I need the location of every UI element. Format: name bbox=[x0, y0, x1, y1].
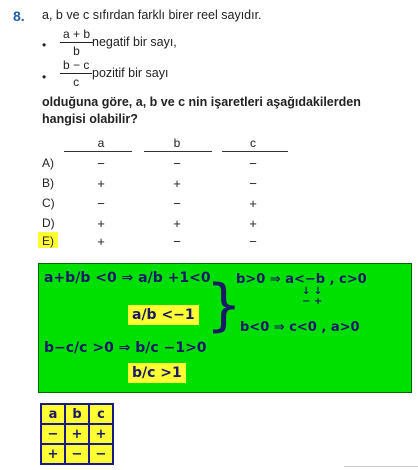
sign-grid-cell: − bbox=[65, 444, 89, 464]
page-corner-rule bbox=[344, 466, 418, 467]
option-b-sign-c: − bbox=[249, 176, 257, 191]
sign-grid-cell: − bbox=[89, 444, 113, 464]
option-d-label[interactable]: D) bbox=[42, 216, 55, 230]
option-c-label[interactable]: C) bbox=[42, 196, 55, 210]
bullet-1: • bbox=[42, 38, 47, 52]
sign-grid-header-row bbox=[41, 404, 113, 424]
option-c-sign-c: + bbox=[249, 196, 257, 211]
sign-grid bbox=[40, 403, 114, 465]
condition-2-numerator: b − c bbox=[60, 58, 92, 74]
sign-grid-header-b: b bbox=[65, 404, 89, 424]
option-b-sign-a: + bbox=[97, 176, 105, 191]
solution-bracket: } bbox=[206, 273, 242, 338]
sign-grid-cell: + bbox=[65, 424, 89, 444]
column-rule-b bbox=[144, 151, 212, 152]
option-e-label[interactable]: E) bbox=[42, 234, 54, 248]
solution-right-1-signs: − + bbox=[302, 296, 323, 307]
option-b-label[interactable]: B) bbox=[42, 176, 54, 190]
solution-line-2: b−c/c >0 ⇒ b/c −1>0 bbox=[44, 340, 207, 356]
column-header-b: b bbox=[173, 136, 181, 150]
condition-1-fraction bbox=[60, 27, 93, 58]
question-number: 8. bbox=[13, 8, 25, 24]
option-d-sign-b: + bbox=[173, 216, 181, 231]
solution-right-1: b>0 ⇒ a<−b , c>0 bbox=[236, 272, 367, 287]
solution-line-1-result: a/b <−1 bbox=[128, 305, 199, 325]
column-header-c: c bbox=[250, 136, 256, 150]
option-d-sign-c: + bbox=[249, 216, 257, 231]
condition-1-numerator: a + b bbox=[60, 27, 93, 43]
solution-line-1: a+b/b <0 ⇒ a/b +1<0 bbox=[44, 270, 211, 286]
question-prompt: olduğuna göre, a, b ve c nin işaretleri aşağıdakilerden hangisi olabilir? bbox=[42, 95, 361, 126]
condition-2-denominator: c bbox=[73, 75, 80, 89]
option-d-sign-a: + bbox=[97, 216, 105, 231]
option-e-sign-a: + bbox=[97, 234, 105, 249]
condition-2-text: pozitif bir sayı bbox=[92, 66, 169, 80]
sign-grid-cell: + bbox=[41, 444, 65, 464]
question-intro: a, b ve c sıfırdan farklı birer reel sayıdır. bbox=[42, 8, 262, 22]
option-a-label[interactable]: A) bbox=[42, 156, 54, 170]
column-header-a: a bbox=[97, 136, 105, 150]
option-e-sign-c: − bbox=[249, 234, 257, 249]
solution-right-2: b<0 ⇒ c<0 , a>0 bbox=[240, 320, 360, 335]
solution-line-2-result: b/c >1 bbox=[128, 363, 186, 383]
sign-grid-row bbox=[41, 444, 113, 464]
option-c-sign-b: − bbox=[173, 196, 181, 211]
sign-grid-cell: − bbox=[41, 424, 65, 444]
option-b-sign-b: + bbox=[173, 176, 181, 191]
condition-2-fraction bbox=[60, 58, 92, 89]
column-rule-c bbox=[222, 151, 288, 152]
condition-1-text: negatif bir sayı, bbox=[92, 35, 177, 49]
option-a-sign-a: − bbox=[97, 156, 105, 171]
sign-grid-header-c: c bbox=[89, 404, 113, 424]
condition-1-denominator: b bbox=[73, 44, 80, 58]
option-e-sign-b: − bbox=[173, 234, 181, 249]
option-c-sign-a: − bbox=[97, 196, 105, 211]
bullet-2: • bbox=[42, 70, 47, 84]
option-a-sign-c: − bbox=[249, 156, 257, 171]
option-a-sign-b: − bbox=[173, 156, 181, 171]
sign-grid-cell: + bbox=[89, 424, 113, 444]
column-rule-a bbox=[64, 151, 132, 152]
solution-right-1-arrows: ↓ ↓ bbox=[302, 286, 323, 297]
sign-grid-header-a: a bbox=[41, 404, 65, 424]
sign-grid-row bbox=[41, 424, 113, 444]
